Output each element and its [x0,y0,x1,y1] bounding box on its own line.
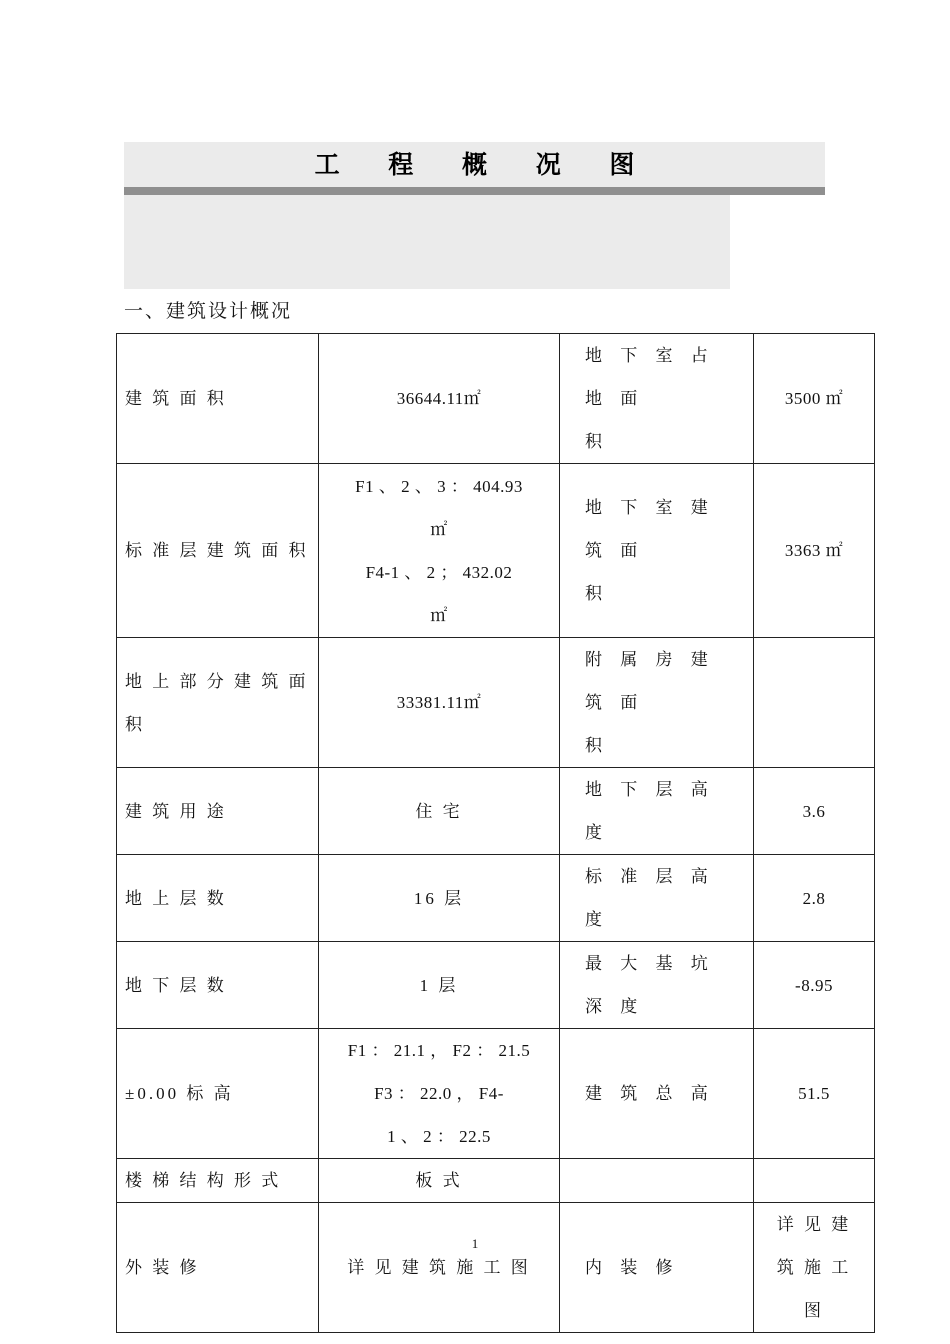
row-value-secondary [754,334,875,464]
table-row [117,638,875,768]
row-value-line: 1 、 2 ： 22.5 [387,1127,491,1146]
page-number: 1 [471,1236,479,1251]
table-row [117,334,875,464]
title-underline [124,187,825,195]
row-value-line: 住 宅 [415,801,463,821]
row-label: 外 装 修 [117,1203,319,1333]
row-label-secondary [560,942,754,1029]
row-value-secondary [754,1029,875,1159]
row-label-line: 建 筑 总 高 [585,1084,715,1103]
row-value [319,334,560,464]
row-label-secondary [560,1029,754,1159]
row-label-line: 积 [585,736,609,755]
row-value-line: 2.8 [802,888,826,908]
row-label-line: 积 [585,432,609,451]
row-value-secondary [754,1203,875,1333]
row-value-line: F1 、 2 、 3 ： 404.93 [355,476,523,496]
row-label: 楼 梯 结 构 形 式 [117,1159,319,1203]
table-row [117,855,875,942]
row-value [319,1159,560,1203]
row-label-secondary [560,855,754,942]
row-label-secondary [560,1203,754,1333]
row-value-line: F3 ： 22.0 ， F4- [374,1084,504,1103]
row-value-line: 3363 ㎡ [784,541,844,560]
row-value [319,942,560,1029]
row-label-line: 标 准 层 高 度 [585,867,715,929]
table-row [117,1203,875,1333]
row-value-line: F4-1 、 2 ； 432.02 [365,562,513,582]
table-row [117,768,875,855]
row-label-secondary [560,334,754,464]
row-label-line: 地 下 层 高 度 [585,780,715,842]
row-value-line: 3500 ㎡ [784,389,844,408]
header-shaded-box [124,195,730,289]
row-label: 建 筑 用 途 [117,768,319,855]
row-label: 建 筑 面 积 [117,334,319,464]
row-label-line: 地 下 室 占 地 面 [585,346,715,408]
row-value-line: F1 ： 21.1 ， F2 ： 21.5 [347,1041,531,1060]
row-value-secondary [754,942,875,1029]
row-label-secondary [560,768,754,855]
row-label: 地 下 层 数 [117,942,319,1029]
row-value-line: 板 式 [415,1171,463,1190]
row-value [319,855,560,942]
table-row [117,464,875,638]
row-value-line: 图 [804,1301,824,1320]
row-label-line: 内 装 修 [585,1258,680,1277]
table-row [117,942,875,1029]
row-label: 地 上 部 分 建 筑 面 积 [117,638,319,768]
row-value [319,768,560,855]
row-label-line: 地 下 室 建 筑 面 [585,498,715,560]
row-value-line: 筑 施 工 [776,1258,852,1277]
row-value-secondary [754,638,875,768]
row-value [319,464,560,638]
row-value-line: 详 见 建 [776,1215,852,1234]
row-value-line: ㎡ [430,605,448,625]
row-value-line: 51.5 [798,1084,830,1103]
row-value-line: 33381.11㎡ [396,693,482,712]
table-row [117,1029,875,1159]
row-value [319,1203,560,1333]
row-value-line: -8.95 [795,975,833,995]
row-value-secondary [754,855,875,942]
row-label-secondary [560,1159,754,1203]
row-value [319,1029,560,1159]
row-value-line: ㎡ [430,519,448,539]
row-value-line: 3.6 [802,801,826,821]
row-value-line: 16 层 [413,888,465,908]
building-overview-table [116,333,875,1333]
document-title: 工 程 概 况 图 [124,142,825,187]
row-value-line: 详 见 建 筑 施 工 图 [347,1258,531,1277]
row-value [319,638,560,768]
row-value-secondary [754,768,875,855]
row-label-secondary [560,464,754,638]
row-label-line: 最 大 基 坑 深 度 [585,954,715,1016]
row-value-line: 1 层 [419,975,459,995]
row-label: 标 准 层 建 筑 面 积 [117,464,319,638]
section-heading: 一、建筑设计概况 [124,300,293,322]
row-value-secondary [754,1159,875,1203]
table-row [117,1159,875,1203]
row-label-line: 附 属 房 建 筑 面 [585,650,715,712]
row-label: 地 上 层 数 [117,855,319,942]
row-label-line: 积 [585,584,609,603]
row-value-line: 36644.11㎡ [396,389,482,408]
row-value-secondary [754,464,875,638]
row-label-secondary [560,638,754,768]
row-label: ±0.00 标 高 [117,1029,319,1159]
